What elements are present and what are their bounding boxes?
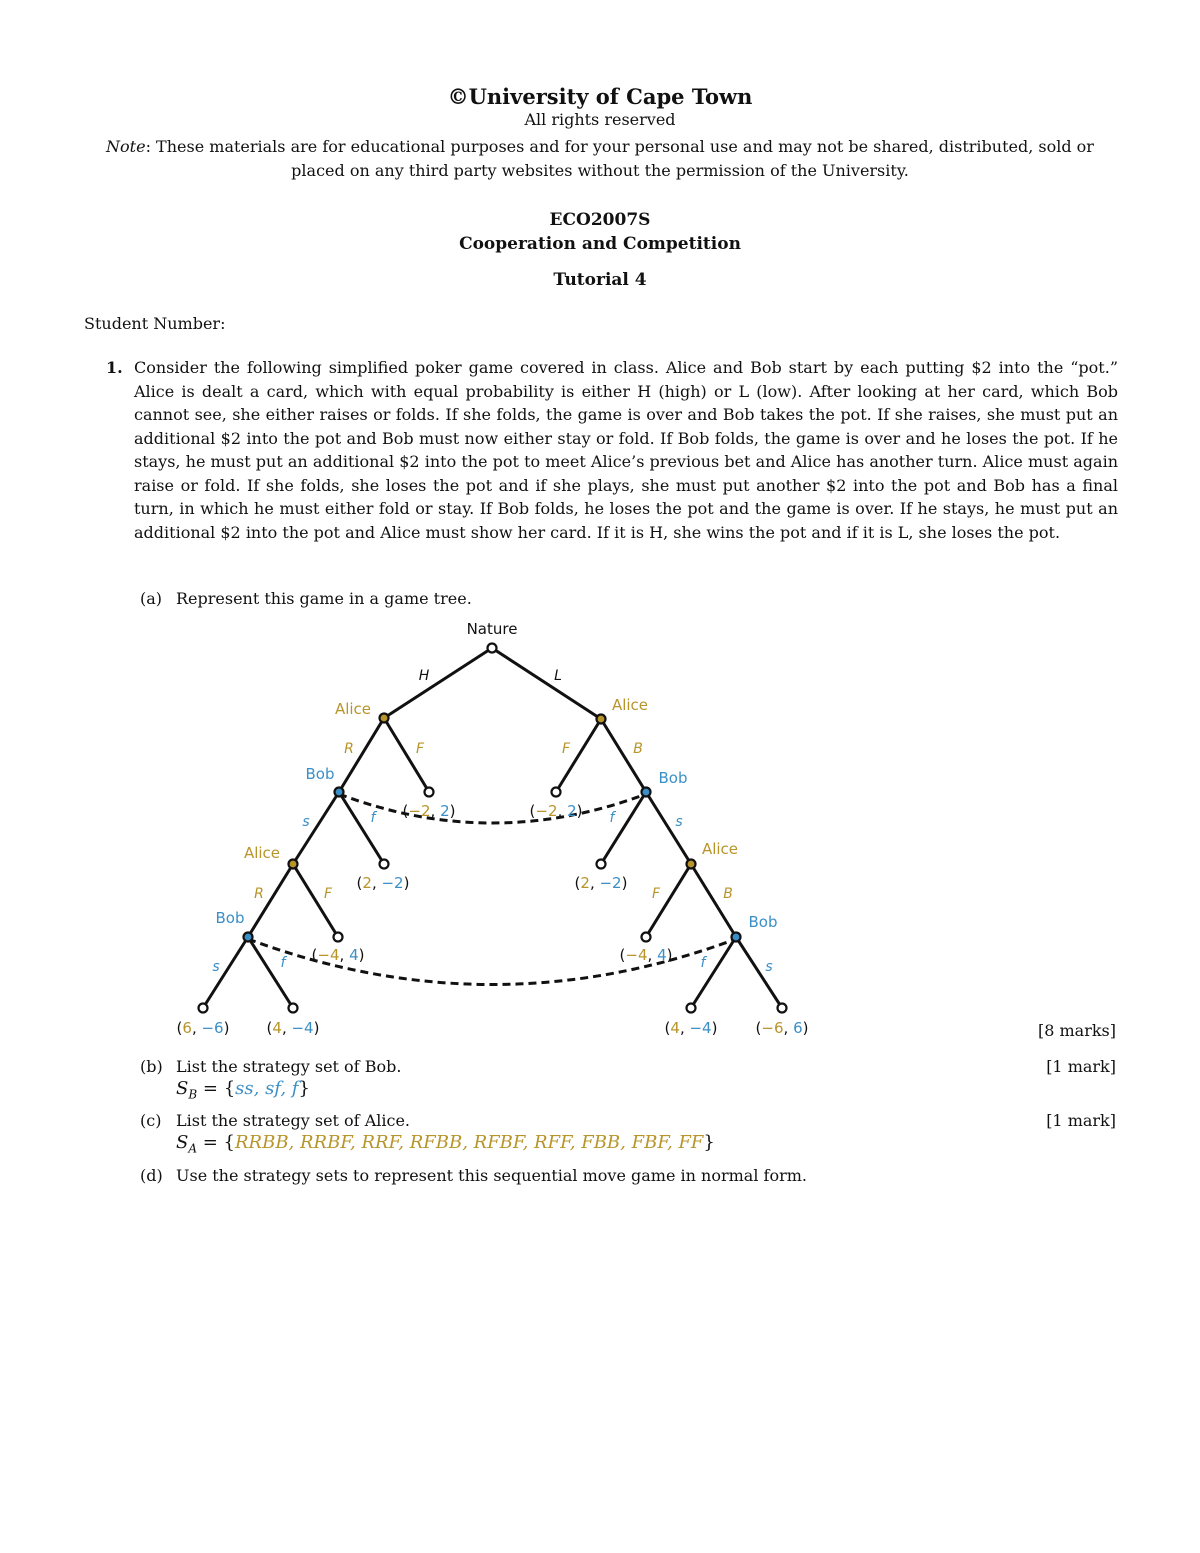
- action-F-left-2: F: [323, 886, 333, 902]
- payoff-r4-sf: (4, −4): [664, 1019, 718, 1037]
- part-a-marks: [8 marks]: [1037, 1021, 1116, 1040]
- action-s-left-2: s: [212, 959, 220, 975]
- payoff-l4-sf: (4, −4): [266, 1019, 320, 1037]
- payoff-r1-fold: (−2, 2): [529, 802, 583, 820]
- action-B-right-2: B: [723, 886, 733, 902]
- tree-nodes: [199, 644, 787, 1013]
- tutorial-title: Tutorial 4: [553, 270, 647, 290]
- action-F-right-1: F: [561, 741, 571, 757]
- part-c-marks: [1 mark]: [1046, 1111, 1116, 1130]
- alice-strategies: RRBB, RRBF, RRF, RFBB, RFBF, RFF, FBB, FBF, FF: [235, 1132, 704, 1153]
- question-text: Consider the following simplified poker game covered in class. Alice and Bob start by each putting $2 into the “pot.” Alice is dealt a card, which with equal probability is either H (high) or L (low). After looking at her card, which Bob cannot see, she either raises or folds. If she folds, the game is over and Bob takes the pot. If she raises, she must put an additional $2 into the pot and Bob must now either stay or fold. If Bob folds, the game is over and he loses the pot. If he stays, he must put an additional $2 into the pot to meet Alice’s previous bet and Alice has another turn. Alice must again raise or fold. If she folds, she loses the pot and if she plays, she must put another $2 into the pot and Bob has a final turn, in which he must either fold or stay. If Bob folds, he loses the pot and the game is over. If he stays, he must put an additional $2 into the pot and Alice must show her card. If it is H, she wins the pot and if it is L, she loses the pot.: [134, 358, 1118, 542]
- payoff-l4-ss: (6, −6): [176, 1019, 230, 1037]
- bob-strategy-set: $S_B = \{ss$, sf, f}: [176, 1078, 310, 1102]
- question-number: 1.: [106, 358, 123, 377]
- course-code: ECO2007S: [549, 210, 651, 230]
- game-tree: [0, 615, 1200, 1045]
- part-b: [140, 1057, 401, 1076]
- part-b-marks: [1 mark]: [1046, 1057, 1116, 1076]
- payoff-r2-bobfold: (2, −2): [574, 874, 628, 892]
- usage-note: [84, 135, 1116, 183]
- bob-strategies: ss, sf, f: [235, 1078, 299, 1099]
- question-1: [106, 356, 1118, 544]
- copyright-title: ©University of Cape Town: [447, 84, 753, 109]
- action-R-left-1: R: [344, 741, 354, 757]
- alice-label-left-1: Alice: [334, 700, 372, 718]
- rights-line: All rights reserved: [524, 110, 676, 129]
- bob-label-left-1: Bob: [305, 765, 335, 783]
- action-s-left-1: s: [302, 814, 310, 830]
- part-c-label: (c): [140, 1111, 162, 1130]
- payoff-l1-fold: (−2, 2): [402, 802, 456, 820]
- alice-label-right-2: Alice: [701, 840, 739, 858]
- note-label: Note: [106, 137, 146, 156]
- bob-label-right-1: Bob: [658, 769, 688, 787]
- course-name: Cooperation and Competition: [459, 234, 741, 254]
- action-s-right-1: s: [675, 814, 683, 830]
- payoff-r4-ss: (−6, 6): [755, 1019, 809, 1037]
- student-number-label: Student Number:: [84, 314, 226, 333]
- part-a: [140, 589, 472, 608]
- bob-label-right-2: Bob: [748, 913, 778, 931]
- course-block: [0, 208, 1200, 256]
- info-set-upper: [339, 794, 646, 823]
- part-a-text: Represent this game in a game tree.: [176, 589, 472, 608]
- action-F-right-2: F: [651, 886, 661, 902]
- action-f-right-1: f: [609, 810, 615, 826]
- part-d-text: Use the strategy sets to represent this sequential move game in normal form.: [176, 1166, 807, 1185]
- payoff-l2-bobfold: (2, −2): [356, 874, 410, 892]
- action-s-right-2: s: [765, 959, 773, 975]
- action-R-left-2: R: [254, 886, 264, 902]
- action-f-left-1: f: [370, 810, 376, 826]
- part-a-label: (a): [140, 589, 163, 608]
- action-L: L: [554, 668, 562, 684]
- part-c-text: List the strategy set of Alice.: [176, 1111, 410, 1130]
- alice-label-left-2: Alice: [243, 844, 281, 862]
- part-b-text: List the strategy set of Bob.: [176, 1057, 402, 1076]
- alice-label-right-1: Alice: [611, 696, 649, 714]
- action-f-right-2: f: [700, 955, 706, 971]
- action-B-right-1: B: [633, 741, 643, 757]
- action-f-left-2: f: [280, 955, 286, 971]
- part-c: [140, 1111, 410, 1130]
- payoff-l3-fold: (−4, 4): [311, 946, 365, 964]
- part-b-label: (b): [140, 1057, 163, 1076]
- nature-label: Nature: [466, 620, 518, 638]
- part-d-label: (d): [140, 1166, 163, 1185]
- alice-strategy-set: $S_A$ = {RRBB, RRBF, RRF, RFBB, RFBF, RFF, FBB, FBF, FF}: [176, 1132, 715, 1156]
- action-H: H: [418, 668, 430, 684]
- bob-label-left-2: Bob: [215, 909, 245, 927]
- note-text: : These materials are for educational purposes and for your personal use and may not be shared, distributed, sold or placed on any third party websites without the permission of the University.: [145, 137, 1094, 180]
- action-F-left-1: F: [415, 741, 425, 757]
- payoff-r3-fold: (−4, 4): [619, 946, 673, 964]
- part-d: [140, 1166, 807, 1185]
